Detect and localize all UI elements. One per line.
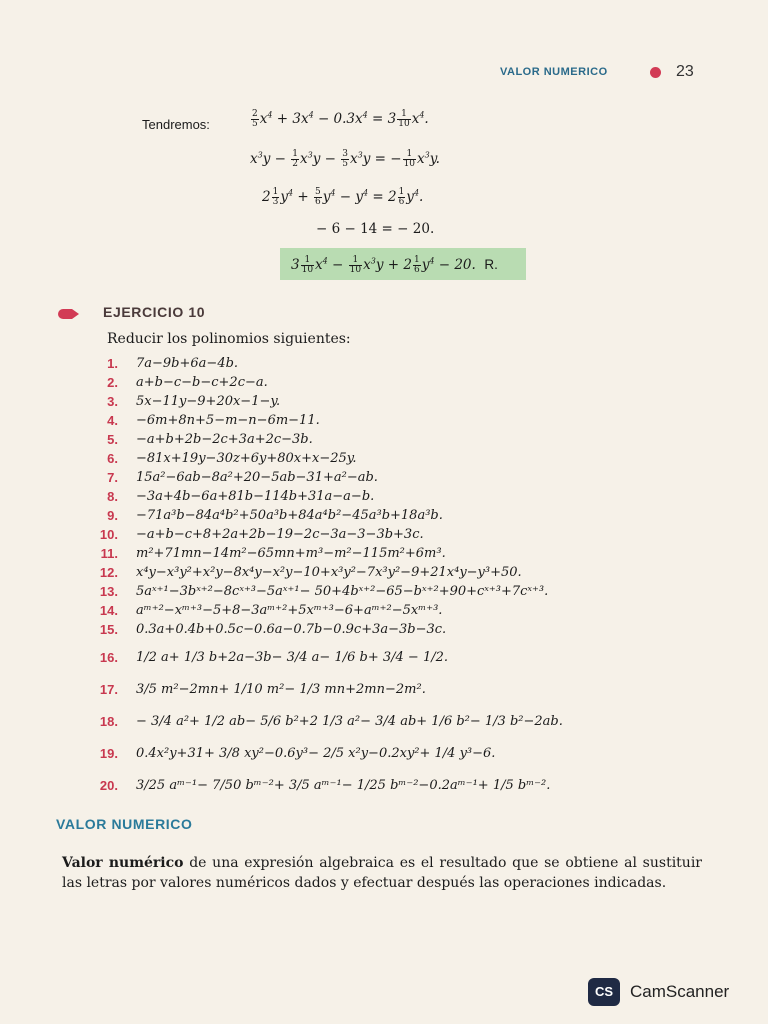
exercise-instruction: Reducir los polinomios siguientes:: [107, 331, 351, 347]
item-number: 4.: [107, 413, 118, 428]
definition-paragraph: [62, 853, 702, 893]
item-expression: 3/25 aᵐ⁻¹− 7/50 bᵐ⁻²+ 3/5 aᵐ⁻¹− 1/25 bᵐ⁻²−0.2aᵐ⁻¹+ 1/5 bᵐ⁻².: [136, 778, 551, 793]
item-number: 10.: [99, 527, 118, 542]
arrow-icon: [58, 309, 72, 319]
camscanner-logo: CS: [588, 978, 620, 1006]
item-expression: −a+b+2b−2c+3a+2c−3b.: [136, 432, 313, 447]
item-number: 20.: [99, 778, 118, 793]
bullet-icon: [650, 67, 661, 78]
item-number: 8.: [107, 489, 118, 504]
item-expression: 1/2 a+ 1/3 b+2a−3b− 3/4 a− 1/6 b+ 3/4 − 1/2.: [136, 650, 448, 665]
item-number: 2.: [107, 375, 118, 390]
item-expression: 5x−11y−9+20x−1−y.: [136, 394, 281, 409]
equation-4: − 6 − 14 = − 20.: [316, 221, 435, 237]
item-expression: −81x+19y−30z+6y+80x+x−25y.: [136, 451, 357, 466]
item-number: 12.: [99, 565, 118, 580]
equation-result: 3 $\frac{1}{10}$ $x^4$ − $\frac{1}{10}$ $x^3y + 2$ $\frac{1}{6}$ $y^4 - 20$. R.: [291, 255, 498, 275]
item-expression: 0.3a+0.4b+0.5c−0.6a−0.7b−0.9c+3a−3b−3c.: [136, 622, 447, 637]
item-number: 3.: [107, 394, 118, 409]
camscanner-name: CamScanner: [630, 982, 730, 1001]
item-expression: 15a²−6ab−8a²+20−5ab−31+a²−ab.: [136, 470, 378, 485]
item-number: 16.: [99, 650, 118, 665]
section-title: VALOR NUMERICO: [56, 816, 193, 832]
item-number: 15.: [99, 622, 118, 637]
item-number: 5.: [107, 432, 118, 447]
item-number: 11.: [100, 546, 118, 561]
equation-2: $x^3y$ − $\frac{1}{2}$ $x^3y$ − $\frac{3}{5}$ $x^3y$ = − $\frac{1}{10}$ $x^3y$.: [250, 149, 440, 169]
defined-term: Valor numérico: [62, 855, 184, 871]
definition-text: de una expresión algebraica es el resultado que se obtiene al sustituir las letras por valores numéricos dados y efectuar después las operaciones indicadas.: [62, 855, 702, 891]
item-expression: 3/5 m²−2mn+ 1/10 m²− 1/3 mn+2mn−2m².: [136, 682, 426, 697]
item-number: 13.: [99, 584, 118, 599]
item-number: 14.: [99, 603, 118, 618]
item-expression: −a+b−c+8+2a+2b−19−2c−3a−3−3b+3c.: [136, 527, 424, 542]
item-expression: a+b−c−b−c+2c−a.: [136, 375, 268, 390]
item-expression: 0.4x²y+31+ 3/8 xy²−0.6y³− 2/5 x²y−0.2xy²+ 1/4 y³−6.: [136, 746, 496, 761]
item-expression: − 3/4 a²+ 1/2 ab− 5/6 b²+2 1/3 a²− 3/4 ab+ 1/6 b²− 1/3 b²−2ab.: [136, 714, 563, 729]
tendremos-label: Tendremos:: [142, 117, 210, 132]
item-expression: aᵐ⁺²−xᵐ⁺³−5+8−3aᵐ⁺²+5xᵐ⁺³−6+aᵐ⁺²−5xᵐ⁺³.: [136, 603, 443, 618]
item-number: 9.: [107, 508, 118, 523]
item-expression: m²+71mn−14m²−65mn+m³−m²−115m²+6m³.: [136, 546, 446, 561]
item-expression: −3a+4b−6a+81b−114b+31a−a−b.: [136, 489, 375, 504]
item-number: 1.: [107, 356, 118, 371]
item-expression: 7a−9b+6a−4b.: [136, 356, 239, 371]
item-number: 19.: [99, 746, 118, 761]
item-expression: −6m+8n+5−m−n−6m−11.: [136, 413, 320, 428]
item-expression: −71a³b−84a⁴b²+50a³b+84a⁴b²−45a³b+18a³b.: [136, 508, 443, 523]
item-expression: 5aˣ⁺¹−3bˣ⁺²−8cˣ⁺³−5aˣ⁺¹− 50+4bˣ⁺²−65−bˣ⁺²+90+cˣ⁺³+7cˣ⁺³.: [136, 584, 549, 599]
running-header-title: VALOR NUMERICO: [500, 66, 608, 78]
item-number: 7.: [107, 470, 118, 485]
item-number: 17.: [99, 682, 118, 697]
item-expression: x⁴y−x³y²+x²y−8x⁴y−x²y−10+x³y²−7x³y²−9+21x⁴y−y³+50.: [136, 565, 522, 580]
item-number: 18.: [99, 714, 118, 729]
page-number: 23: [676, 63, 694, 80]
equation-1: $\frac{2}{5}$ $x^4 + 3x^4 - 0.3x^4 = 3$ $\frac{1}{10}$ $x^4$.: [252, 109, 429, 129]
item-number: 6.: [107, 451, 118, 466]
exercise-title: EJERCICIO 10: [103, 304, 206, 320]
equation-3: 2 $\frac{1}{3}$ $y^4$ + $\frac{5}{6}$ $y^4 - y^4 = 2$ $\frac{1}{6}$ $y^4$.: [262, 187, 424, 207]
